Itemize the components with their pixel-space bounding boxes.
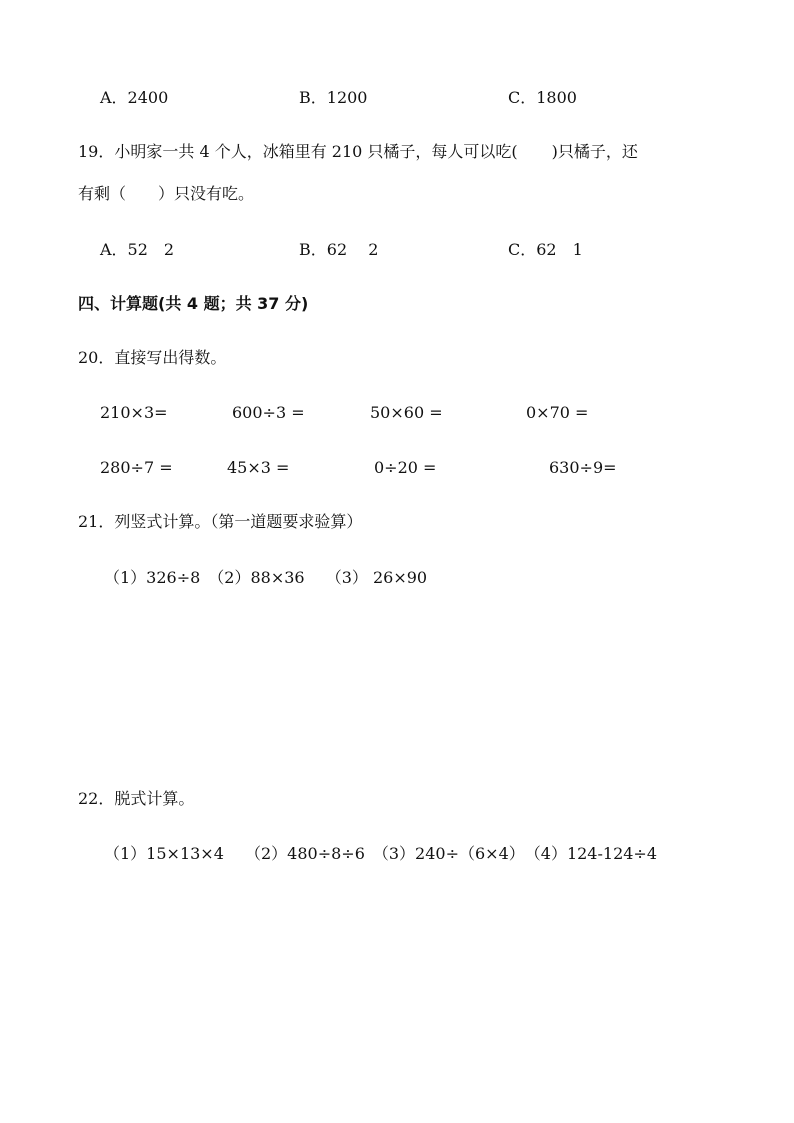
- q20-item: 630÷9=: [549, 458, 617, 477]
- q18-option-b: B．1200: [299, 88, 368, 107]
- q18-option-c: C．1800: [508, 88, 577, 107]
- q19-line2: 有剩（ ）只没有吃。: [78, 184, 255, 203]
- q20-item: 600÷3 =: [232, 403, 305, 422]
- q19-option-b: B．62 2: [299, 240, 379, 259]
- q22-prompt: 22．脱式计算。: [78, 789, 195, 808]
- q18-option-a: A．2400: [100, 88, 169, 107]
- q20-prompt: 20．直接写出得数。: [78, 348, 227, 367]
- q20-item: 280÷7 =: [100, 458, 173, 477]
- q22-items: （1）15×13×4 （2）480÷8÷6 （3）240÷（6×4） （4）124-124÷4: [104, 844, 658, 863]
- q20-item: 0÷20 =: [374, 458, 437, 477]
- q20-item: 50×60 =: [370, 403, 443, 422]
- q20-item: 45×3 =: [227, 458, 290, 477]
- q19-line1-part-b: )只橘子，还: [551, 142, 638, 161]
- q19-option-a: A．52 2: [100, 240, 175, 259]
- q21-items: （1）326÷8 （2）88×36 （3） 26×90: [104, 568, 428, 587]
- q20-item: 210×3=: [100, 403, 168, 422]
- q19-line1-part-a: 19．小明家一共 4 个人，冰箱里有 210 只橘子，每人可以吃(: [78, 142, 518, 161]
- q20-item: 0×70 =: [526, 403, 589, 422]
- q19-option-c: C．62 1: [508, 240, 583, 259]
- q19-line1: [78, 142, 638, 162]
- section-heading: 四、计算题(共 4 题；共 37 分): [78, 294, 309, 313]
- q21-prompt: 21．列竖式计算。（第一道题要求验算）: [78, 512, 363, 531]
